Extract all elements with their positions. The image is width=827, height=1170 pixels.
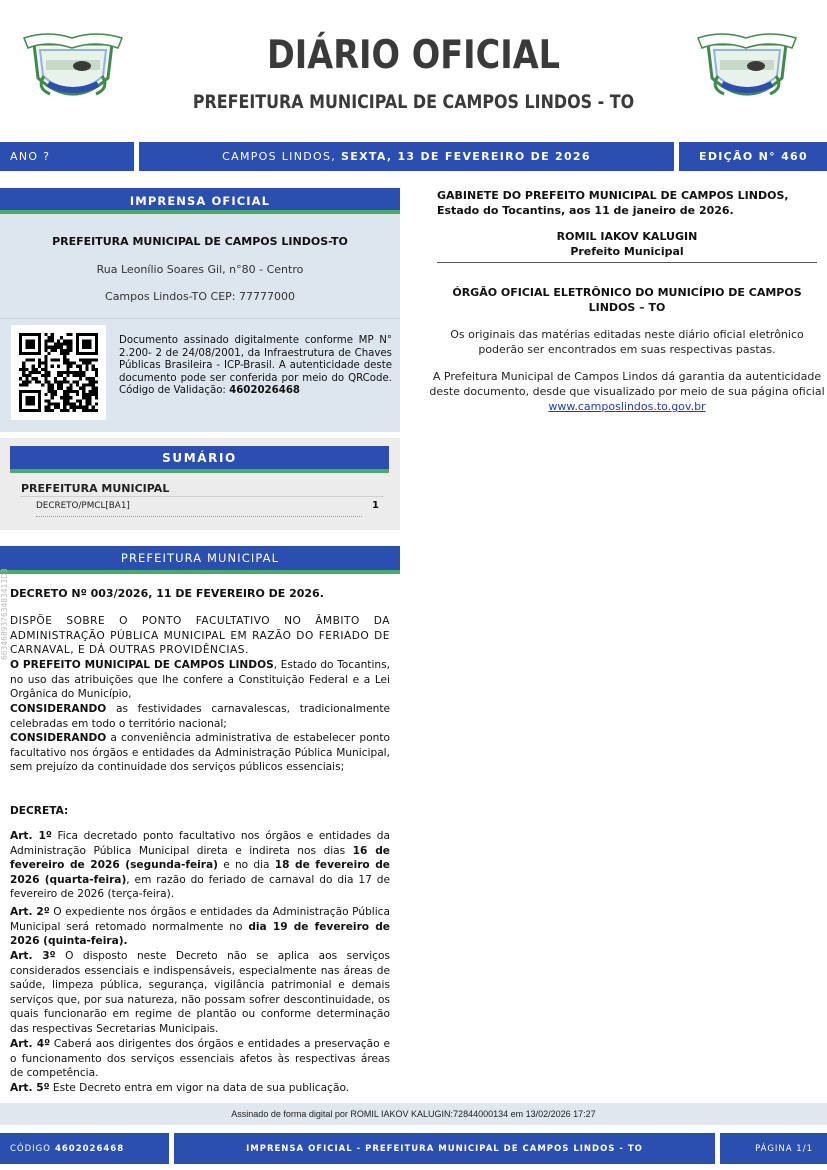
decree-preamble [10,658,390,702]
footer-page-number: PÁGINA 1/1 [720,1133,827,1164]
page-title: DIÁRIO OFICIAL [266,33,561,78]
imprensa-heading: IMPRENSA OFICIAL [0,188,400,214]
page-header [0,0,827,140]
authenticity-text: A Prefeitura Municipal de Campos Lindos dá garantia da autenticidade deste documento, desde que visualizado por meio de sua página oficial [429,370,825,398]
divider [0,318,400,319]
article-text: e no dia [218,859,275,872]
footer-title: IMPRENSA OFICIAL - PREFEITURA MUNICIPAL DE CAMPOS LINDOS - TO [174,1133,715,1164]
article-2 [10,905,390,949]
summary-heading: SUMÁRIO [10,446,389,473]
year-label: ANO ? [0,142,134,171]
official-website-link[interactable]: www.camposlindos.to.gov.br [548,400,706,413]
decree-ementa: DISPÕE SOBRE O PONTO FACULTATIVO NO ÂMBITO DA ADMINISTRAÇÃO PÚBLICA MUNICIPAL EM RAZÃO DO FERIADO DE CARNAVAL, E DÁ OUTRAS PROVIDÊNCIAS. [10,615,390,657]
prefeitura-name: PREFEITURA MUNICIPAL DE CAMPOS LINDOS-TO [52,235,348,248]
validation-code: 4602026468 [229,385,300,397]
considerando-text: a conveniência administrativa de estabelecer ponto facultativo nos órgãos e entidades da Administração Pública Municipal, sem prejuízo da continuidade dos serviços públicos essenciais; [10,732,390,774]
validation-qr-code[interactable] [11,325,106,420]
preamble-text: , Estado do Tocantins, no uso das atribuições que lhe confere a Constituição Federal e a Lei Orgânica do Município, [10,659,391,701]
summary-item-label[interactable]: DECRETO/PMCL[BA1] [36,501,130,511]
considerando-label: CONSIDERANDO [10,732,107,744]
article-text: O expediente nos órgãos e entidades da Administração Pública Municipal será retomado normalmente no [10,906,391,933]
article-label: Art. 1º [10,830,52,842]
decree-title: DECRETO Nº 003/2026, 11 DE FEVEREIRO DE 2026. [10,587,324,600]
article-date: dia 19 de fevereiro de 2026 (quinta-feira). [10,920,390,948]
gabinete-closing: GABINETE DO PREFEITO MUNICIPAL DE CAMPOS LINDOS, Estado do Tocantins, aos 11 de janeiro de 2026. [437,189,789,217]
considerando-text: as festividades carnavalescas, tradicionalmente celebradas em todo o território nacional; [10,703,390,730]
article-text: , em razão do feriado de carnaval do dia 17 de fevereiro de 2026 (terça-feira). [10,873,391,901]
municipal-crest-right [694,30,800,110]
considerando-2 [10,731,390,775]
digital-signature-line: Assinado de forma digital por ROMIL IAKOV KALUGIN:72844000134 em 13/02/2026 17:27 [0,1103,827,1125]
dotted-leader [36,516,362,517]
article-label: Art. 2º [10,906,50,918]
article-5 [10,1081,390,1096]
article-1 [10,829,390,902]
imprensa-oficial-box [0,188,400,432]
article-date: 16 de fevereiro de 2026 (segunda-feira) [10,844,390,872]
orgao-oficial-paragraph: Os originais das matérias editadas neste diário oficial eletrônico poderão ser encontrados em suas respectivas pastas. [450,328,804,356]
edition-number: EDIÇÃO N° 460 [679,142,827,171]
digital-signature-notice [119,335,392,398]
orgao-oficial-title: ÓRGÃO OFICIAL ELETRÔNICO DO MUNICÍPIO DE CAMPOS LINDOS – TO [452,286,802,314]
article-text: Fica decretado ponto facultativo nos órgãos e entidades da Administração Pública Municipal direta e indireta nos dias [10,830,390,857]
considerando-1 [10,702,390,731]
article-text: Este Decreto entra em vigor na data de sua publicação. [49,1082,350,1094]
article-date: 18 de fevereiro de 2026 (quarta-feira) [10,859,390,886]
mayor-name: ROMIL IAKOV KALUGIN [556,230,698,243]
article-4 [10,1037,390,1081]
side-verification-code: 66346893763483413D3 [0,568,9,660]
decreta-label: DECRETA: [10,805,69,817]
footer-code [0,1133,169,1164]
article-3 [10,949,390,1037]
page-subtitle: PREFEITURA MUNICIPAL DE CAMPOS LINDOS - TO [192,92,635,113]
article-label: Art. 4º [10,1038,51,1050]
summary-box [0,438,400,530]
city-label: CAMPOS LINDOS, [222,150,337,163]
footer-code-label: CÓDIGO [10,1143,51,1154]
prefeitura-cep: Campos Lindos-TO CEP: 77777000 [105,290,295,303]
considerando-label: CONSIDERANDO [10,703,107,715]
edition-date: SEXTA, 13 DE FEVEREIRO DE 2026 [341,150,591,163]
authenticity-paragraph [427,369,827,414]
footer-code-value: 4602026468 [54,1143,125,1154]
preamble-bold: O PREFEITO MUNICIPAL DE CAMPOS LINDOS [10,659,274,671]
divider [20,496,384,497]
summary-section-title: PREFEITURA MUNICIPAL [21,482,170,495]
prefeitura-address: Rua Leonílio Soares Gil, n°80 - Centro [96,263,304,276]
article-label: Art. 3º [10,950,56,962]
edition-date-bar [139,142,674,171]
divider [437,262,817,263]
mayor-role: Prefeito Municipal [570,245,684,258]
article-text: Caberá aos dirigentes dos órgãos e entidades a preservação e o funcionamento dos serviços essenciais afetos às respectivas áreas de competência. [10,1038,390,1080]
signature-notice-text: Documento assinado digitalmente conforme MP N° 2.200- 2 de 24/08/2001, da Infraestrutura de Chaves Públicas Brasileira - ICP-Brasil. A autenticidade deste documento pode ser conferida por meio do QRCode. Código de Validação: [119,335,392,397]
summary-item-page: 1 [372,500,379,511]
article-text: O disposto neste Decreto não se aplica aos serviços considerados essenciais e indispensáveis, especialmente nas áreas de saúde, limpeza pública, segurança, vigilância patrimonial e demais serviços que, por sua natureza, não possam sofrer descontinuidade, os quais funcionarão em regime de plantão ou conforme determinação das respectivas Secretarias Municipais. [10,950,390,1035]
article-label: Art. 5º [10,1082,50,1094]
section-heading-prefeitura: PREFEITURA MUNICIPAL [0,546,400,574]
